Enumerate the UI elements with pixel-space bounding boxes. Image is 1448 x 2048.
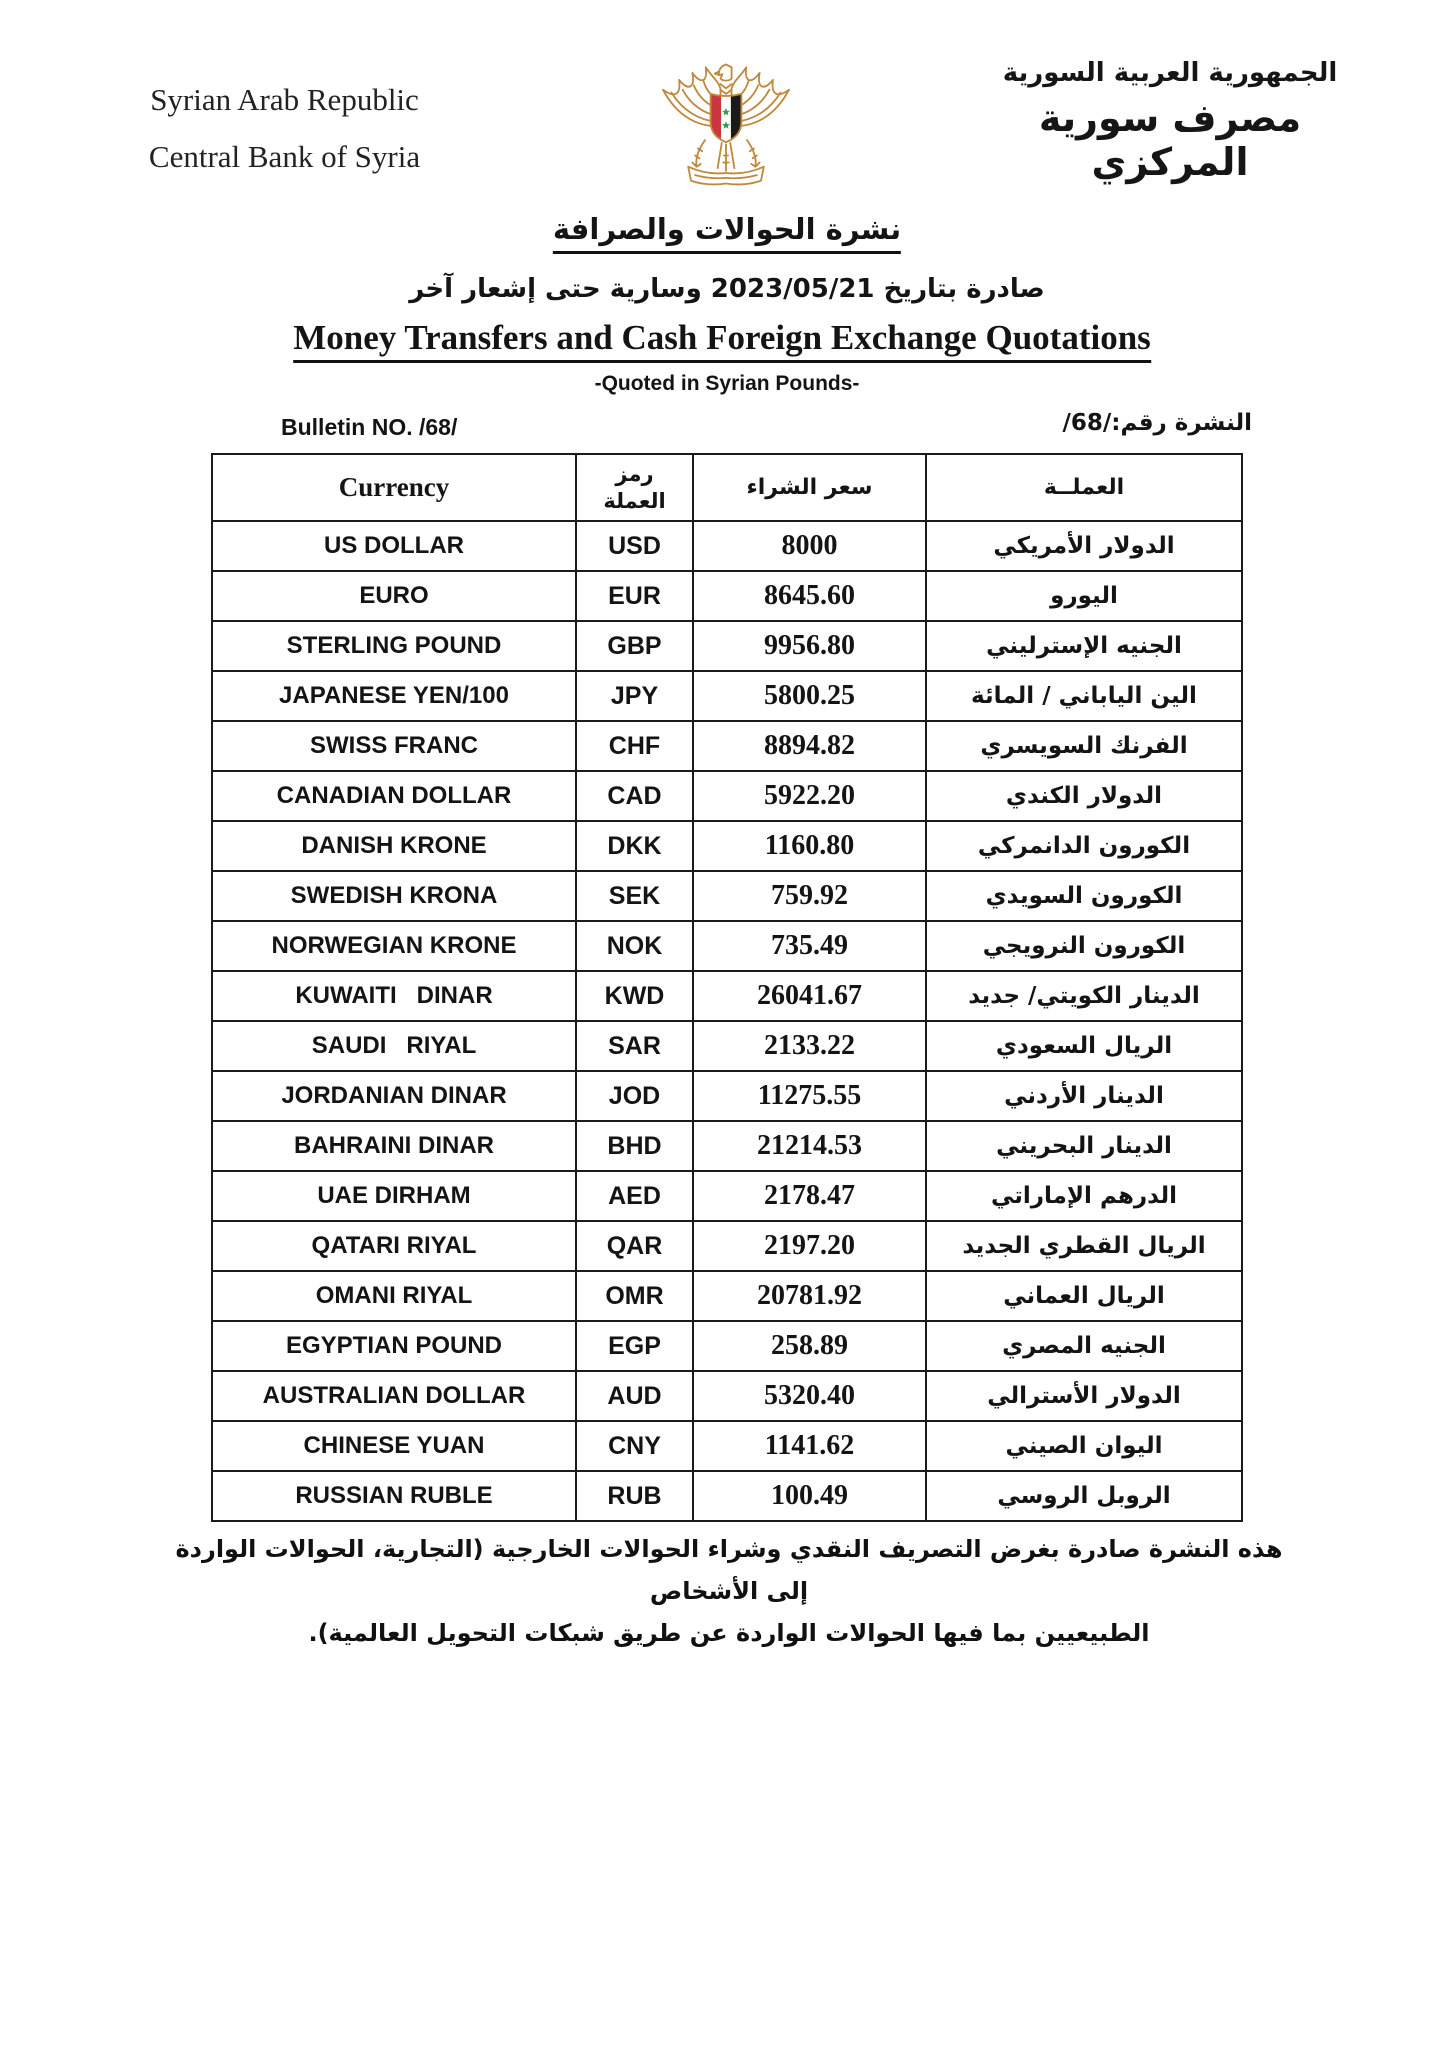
currency-name: SWEDISH KRONA xyxy=(212,871,576,921)
buying-rate: 9956.80 xyxy=(693,621,926,671)
currency-name: DANISH KRONE xyxy=(212,821,576,871)
currency-name-arabic: الكورون النرويجي xyxy=(926,921,1242,971)
table-row xyxy=(212,971,1242,1021)
currency-code: RUB xyxy=(576,1471,693,1521)
table-row xyxy=(212,821,1242,871)
currency-code: OMR xyxy=(576,1271,693,1321)
currency-code: BHD xyxy=(576,1121,693,1171)
table-row xyxy=(212,921,1242,971)
currency-code: KWD xyxy=(576,971,693,1021)
currency-name-arabic: الين الياباني / المائة xyxy=(926,671,1242,721)
currency-name-arabic: الجنيه الإسترليني xyxy=(926,621,1242,671)
buying-rate: 5800.25 xyxy=(693,671,926,721)
buying-rate: 2133.22 xyxy=(693,1021,926,1071)
currency-name: SAUDI RIYAL xyxy=(212,1021,576,1071)
footer-note-line2: الطبيعيين بما فيها الحوالات الواردة عن طريق شبكات التحويل العالمية). xyxy=(308,1619,1150,1647)
currency-name-arabic: الدرهم الإماراتي xyxy=(926,1171,1242,1221)
buying-rate: 20781.92 xyxy=(693,1271,926,1321)
currency-name-arabic: الدينار الكويتي/ جديد xyxy=(926,971,1242,1021)
currency-name-arabic: الكورون الدانمركي xyxy=(926,821,1242,871)
buying-rate: 8000 xyxy=(693,521,926,571)
table-row xyxy=(212,1021,1242,1071)
buying-rate: 8645.60 xyxy=(693,571,926,621)
currency-name: JORDANIAN DINAR xyxy=(212,1071,576,1121)
currency-code: SAR xyxy=(576,1021,693,1071)
buying-rate: 759.92 xyxy=(693,871,926,921)
currency-code: JPY xyxy=(576,671,693,721)
buying-rate: 11275.55 xyxy=(693,1071,926,1121)
currency-name-arabic: الريال السعودي xyxy=(926,1021,1242,1071)
currency-name: SWISS FRANC xyxy=(212,721,576,771)
currency-name-arabic: الجنيه المصري xyxy=(926,1321,1242,1371)
currency-name-arabic: اليوان الصيني xyxy=(926,1421,1242,1471)
buying-rate: 1160.80 xyxy=(693,821,926,871)
currency-name: OMANI RIYAL xyxy=(212,1271,576,1321)
buying-rate: 21214.53 xyxy=(693,1121,926,1171)
currency-name: EGYPTIAN POUND xyxy=(212,1321,576,1371)
currency-name: UAE DIRHAM xyxy=(212,1171,576,1221)
table-row xyxy=(212,1321,1242,1371)
bank-name-arabic: مصرف سورية المركزي xyxy=(1038,96,1302,184)
header-currency-code xyxy=(576,454,693,521)
buying-rate: 2178.47 xyxy=(693,1171,926,1221)
buying-rate: 1141.62 xyxy=(693,1421,926,1471)
syria-eagle-emblem-icon xyxy=(656,56,796,192)
currency-name-arabic: الروبل الروسي xyxy=(926,1471,1242,1521)
table-row xyxy=(212,871,1242,921)
table-row xyxy=(212,1071,1242,1121)
table-row xyxy=(212,521,1242,571)
currency-code: NOK xyxy=(576,921,693,971)
issue-date-line-arabic: صادرة بتاريخ 2023/05/21 وسارية حتى إشعار آخر xyxy=(409,274,1045,304)
header-code-line1: رمز xyxy=(615,462,654,487)
bulletin-title-arabic: نشرة الحوالات والصرافة xyxy=(553,212,901,254)
currency-code: GBP xyxy=(576,621,693,671)
header-currency-arabic: العملــة xyxy=(926,454,1242,521)
table-row xyxy=(212,721,1242,771)
currency-code: JOD xyxy=(576,1071,693,1121)
buying-rate: 5320.40 xyxy=(693,1371,926,1421)
currency-name: US DOLLAR xyxy=(212,521,576,571)
table-row xyxy=(212,1121,1242,1171)
bulletin-number-english: Bulletin NO. /68/ xyxy=(281,414,458,440)
currency-name: CANADIAN DOLLAR xyxy=(212,771,576,821)
quoted-in-syrian-pounds-label: -Quoted in Syrian Pounds- xyxy=(594,372,860,395)
table-row xyxy=(212,1371,1242,1421)
table-row xyxy=(212,1471,1242,1521)
header-buying-rate: سعر الشراء xyxy=(693,454,926,521)
country-name-arabic: الجمهورية العربية السورية xyxy=(1002,58,1338,88)
currency-name: JAPANESE YEN/100 xyxy=(212,671,576,721)
buying-rate: 8894.82 xyxy=(693,721,926,771)
currency-code: SEK xyxy=(576,871,693,921)
currency-code: AUD xyxy=(576,1371,693,1421)
bank-name-english: Central Bank of Syria xyxy=(148,139,421,174)
table-row xyxy=(212,621,1242,671)
currency-name-arabic: الكورون السويدي xyxy=(926,871,1242,921)
currency-name: STERLING POUND xyxy=(212,621,576,671)
currency-code: EUR xyxy=(576,571,693,621)
currency-name-arabic: الفرنك السويسري xyxy=(926,721,1242,771)
buying-rate: 100.49 xyxy=(693,1471,926,1521)
table-row xyxy=(212,671,1242,721)
currency-code: CNY xyxy=(576,1421,693,1471)
currency-code: QAR xyxy=(576,1221,693,1271)
exchange-rates-table xyxy=(211,453,1243,1522)
buying-rate: 258.89 xyxy=(693,1321,926,1371)
country-name-english: Syrian Arab Republic xyxy=(150,82,419,117)
currency-code: CHF xyxy=(576,721,693,771)
currency-code: USD xyxy=(576,521,693,571)
currency-name: EURO xyxy=(212,571,576,621)
currency-name-arabic: اليورو xyxy=(926,571,1242,621)
currency-name: BAHRAINI DINAR xyxy=(212,1121,576,1171)
table-row xyxy=(212,1271,1242,1321)
footer-note-line1: هذه النشرة صادرة بغرض التصريف النقدي وشراء الحوالات الخارجية (التجارية، الحوالات الواردة إلى الأشخاص xyxy=(175,1535,1283,1605)
buying-rate: 5922.20 xyxy=(693,771,926,821)
table-row xyxy=(212,1171,1242,1221)
table-row xyxy=(212,1421,1242,1471)
currency-name-arabic: الدولار الأمريكي xyxy=(926,521,1242,571)
currency-name: KUWAITI DINAR xyxy=(212,971,576,1021)
currency-name-arabic: الدينار البحريني xyxy=(926,1121,1242,1171)
currency-name: RUSSIAN RUBLE xyxy=(212,1471,576,1521)
currency-code: EGP xyxy=(576,1321,693,1371)
currency-name-arabic: الريال العماني xyxy=(926,1271,1242,1321)
buying-rate: 735.49 xyxy=(693,921,926,971)
currency-code: AED xyxy=(576,1171,693,1221)
currency-name: AUSTRALIAN DOLLAR xyxy=(212,1371,576,1421)
table-row xyxy=(212,1221,1242,1271)
table-row xyxy=(212,571,1242,621)
footer-note xyxy=(154,1528,1304,1654)
buying-rate: 26041.67 xyxy=(693,971,926,1021)
bulletin-title-english: Money Transfers and Cash Foreign Exchange Quotations xyxy=(293,318,1151,363)
header-code-line2: العملة xyxy=(603,488,666,513)
header-currency: Currency xyxy=(212,454,576,521)
header-arabic-calligraphy-block xyxy=(1000,58,1340,184)
currency-name-arabic: الدينار الأردني xyxy=(926,1071,1242,1121)
buying-rate: 2197.20 xyxy=(693,1221,926,1271)
currency-name-arabic: الدولار الكندي xyxy=(926,771,1242,821)
currency-name: NORWEGIAN KRONE xyxy=(212,921,576,971)
currency-name: QATARI RIYAL xyxy=(212,1221,576,1271)
table-header-row xyxy=(212,454,1242,521)
table-row xyxy=(212,771,1242,821)
currency-name-arabic: الدولار الأسترالي xyxy=(926,1371,1242,1421)
currency-code: DKK xyxy=(576,821,693,871)
currency-name-arabic: الريال القطري الجديد xyxy=(926,1221,1242,1271)
bulletin-number-arabic: النشرة رقم:/68/ xyxy=(1062,410,1252,436)
header-english-block xyxy=(112,84,457,172)
currency-name: CHINESE YUAN xyxy=(212,1421,576,1471)
currency-code: CAD xyxy=(576,771,693,821)
